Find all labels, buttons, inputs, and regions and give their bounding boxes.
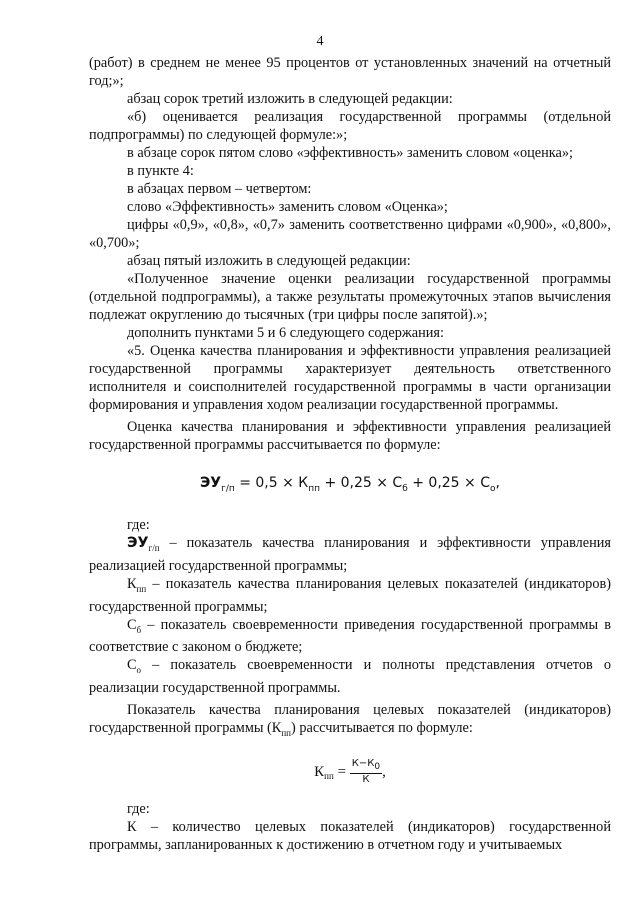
- formula-lhs: ЭУ: [200, 475, 222, 491]
- definition-symbol-sub: о: [136, 665, 142, 676]
- formula2-lhs: К: [314, 764, 325, 781]
- formula-efficiency: [89, 474, 611, 498]
- paragraph: абзац пятый изложить в следующей редакции:: [127, 253, 411, 269]
- definition-symbol-sub: пп: [136, 583, 147, 594]
- definition-symbol: С: [127, 657, 137, 674]
- definition-symbol-sub: г/п: [148, 542, 160, 553]
- definition-text: – показатель своевременности приведения государственной программы в соответствие с законом о бюджете;: [89, 616, 611, 656]
- formula-term: = 0,5 × К: [234, 475, 309, 491]
- formula-term-sub: о: [490, 483, 496, 494]
- formula2-numerator: [350, 758, 382, 774]
- definition-text: – показатель своевременности и полноты представления отчетов о реализации государственной программы.: [89, 657, 611, 697]
- definition-symbol: С: [127, 616, 137, 633]
- formula2-eq: =: [333, 764, 350, 781]
- document-body: [89, 54, 611, 854]
- formula2-lhs-sub: пп: [324, 771, 334, 782]
- definition-item: [89, 534, 611, 575]
- definition-item: [89, 616, 611, 657]
- paragraph: «Полученное значение оценки реализации государственной программы (отдельной подпрограммы), а также результаты промежуточных этапов вычисления подлежат округлению до тысячных (три цифры после запятой).»;: [89, 271, 611, 323]
- definition-item: [89, 656, 611, 697]
- paragraph: дополнить пунктами 5 и 6 следующего содержания:: [127, 325, 444, 341]
- paragraph: где:: [127, 516, 150, 533]
- page-number: 4: [316, 34, 324, 49]
- formula2-denominator: К: [362, 774, 370, 786]
- formula2-num-sub: 0: [374, 762, 381, 773]
- paragraph: К – количество целевых показателей (индикаторов) государственной программы, запланированных к достижению в отчетном году и учитываемых: [89, 819, 611, 854]
- paragraph: в абзаце сорок пятом слово «эффективность» заменить словом «оценка»;: [127, 145, 573, 161]
- paragraph: [89, 701, 611, 742]
- definition-symbol-sub: б: [136, 624, 142, 635]
- formula2-tail: ,: [382, 764, 386, 781]
- formula-term-sub: б: [402, 483, 408, 494]
- definition-text: – показатель качества планирования и эффективности управления реализацией государственной программы;: [89, 534, 611, 574]
- paragraph: «б) оценивается реализация государственной программы (отдельной подпрограммы) по следующей формуле:»;: [89, 109, 611, 143]
- formula-tail: ,: [495, 475, 500, 491]
- paragraph: (работ) в среднем не менее 95 процентов от установленных значений на отчетный год;»;: [89, 55, 611, 89]
- paragraph: цифры «0,9», «0,8», «0,7» заменить соответственно цифрами «0,900», «0,800», «0,700»;: [89, 217, 611, 251]
- paragraph-text: Показатель качества планирования целевых показателей (индикаторов) государственной программы (К: [89, 702, 611, 737]
- paragraph: слово «Эффективность» заменить словом «Оценка»;: [127, 199, 448, 215]
- formula-term-sub: пп: [308, 483, 320, 494]
- definition-text: – показатель качества планирования целевых показателей (индикаторов) государственной программы;: [89, 575, 611, 615]
- formula-planning-quality: [89, 758, 611, 786]
- formula-term: + 0,25 × С: [407, 475, 490, 491]
- formula2-num-text: К−К: [351, 758, 375, 770]
- definition-symbol: К: [127, 575, 137, 592]
- paragraph: Оценка качества планирования и эффективности управления реализацией государственной программы рассчитывается по формуле:: [89, 419, 611, 453]
- paragraph: где:: [127, 801, 150, 818]
- paragraph: в абзацах первом – четвертом:: [127, 181, 312, 197]
- definition-symbol: ЭУ: [127, 534, 149, 551]
- paragraph-text: ) рассчитывается по формуле:: [291, 720, 473, 737]
- paragraph-sub: пп: [281, 728, 291, 739]
- paragraph: «5. Оценка качества планирования и эффективности управления реализацией государственной программы характеризует деятельность ответственного исполнителя и соисполнителей государственной программы в части организации формирования и управления ходом реализации государственной программы.: [89, 343, 611, 413]
- formula2-fraction: [350, 758, 382, 786]
- formula-term: + 0,25 × С: [320, 475, 403, 491]
- formula-lhs-sub: г/п: [221, 483, 235, 494]
- paragraph: в пункте 4:: [127, 163, 194, 179]
- paragraph: абзац сорок третий изложить в следующей редакции:: [127, 91, 453, 107]
- definition-item: [89, 575, 611, 616]
